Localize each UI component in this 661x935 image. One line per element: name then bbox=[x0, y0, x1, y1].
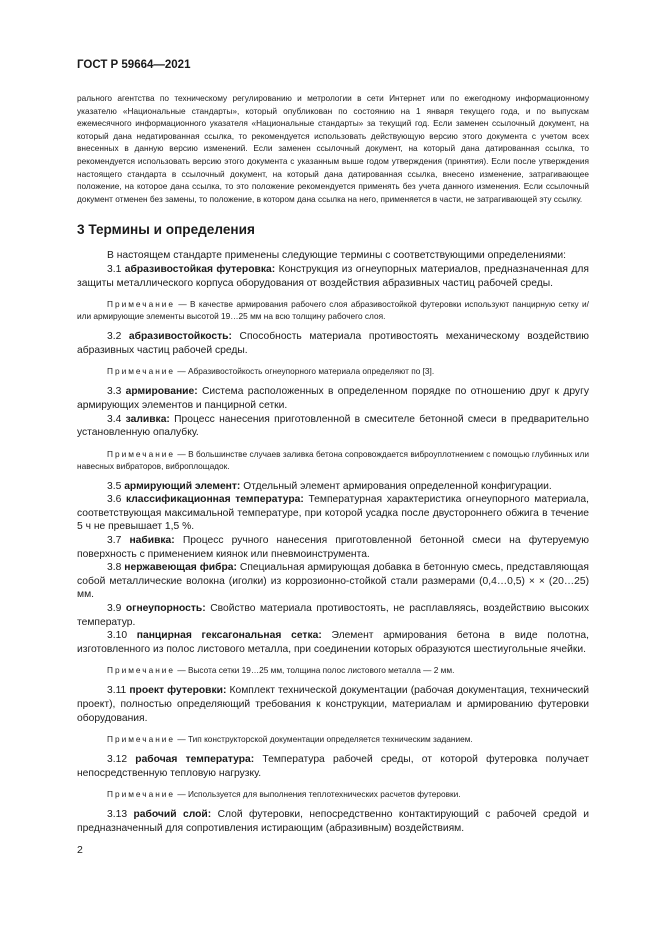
term-name: огнеупорность: bbox=[125, 603, 206, 615]
term-number: 3.11 bbox=[107, 685, 130, 697]
document-header: ГОСТ Р 59664—2021 bbox=[77, 59, 191, 71]
term-name: рабочий слой: bbox=[133, 809, 212, 821]
term-number: 3.13 bbox=[107, 809, 134, 821]
term-text: Слой футеровки, непосредственно контактирующий с рабочей средой и предназначенный для сопротивления истирающим (абразивным) воздействиям. bbox=[77, 809, 590, 834]
term-definition bbox=[77, 684, 589, 725]
term-definition bbox=[77, 330, 589, 357]
term-definition bbox=[77, 602, 589, 629]
term-name: набивка: bbox=[129, 535, 175, 547]
term-name: нержавеющая фибра: bbox=[124, 562, 237, 574]
term-number: 3.12 bbox=[107, 754, 136, 766]
term-definition bbox=[77, 534, 589, 561]
term-number: 3.3 bbox=[107, 386, 126, 398]
term-number: 3.5 bbox=[107, 480, 125, 492]
note-text: — В большинстве случаев заливка бетона сопровождается виброуплотнением с помощью глубинных или навесных вибраторов, виброплощадок. bbox=[77, 448, 589, 471]
term-name: рабочая температура: bbox=[135, 754, 255, 766]
term-note bbox=[77, 788, 589, 800]
term-text: Отдельный элемент армирования определенной конфигурации. bbox=[240, 480, 552, 492]
term-number: 3.9 bbox=[107, 603, 126, 615]
term-note bbox=[77, 298, 589, 322]
term-note bbox=[77, 448, 589, 472]
note-label: Примечание bbox=[107, 734, 176, 745]
term-definition bbox=[77, 263, 589, 290]
term-definition bbox=[77, 493, 589, 534]
term-text: Свойство материала противостоять, не расплавляясь, воздействию высоких температур. bbox=[77, 603, 589, 628]
term-text: Температура рабочей среды, от которой футеровка получает непосредственную тепловую нагрузку. bbox=[77, 754, 589, 779]
term-number: 3.10 bbox=[107, 630, 137, 642]
term-definition bbox=[77, 753, 589, 780]
note-label: Примечание bbox=[107, 448, 176, 459]
terms-list bbox=[77, 263, 589, 836]
term-number: 3.6 bbox=[107, 494, 126, 506]
intro-paragraph: рального агентства по техническому регулированию и метрологии в сети Интернет или по ежегодному информационному указателю «Национальные стандарты», который опубликован по состоянию на 1 января текущего года, и по выпускам ежемесячного информационного указателя «Национальные стандарты» за текущий год. Если заменен ссылочный документ, на который дана недатированная ссылка, то рекомендуется использовать действующую версию этого документа с учетом всех внесенных в данную версию изменений. Если заменен ссылочный документ, на который дана датированная ссылка, то рекомендуется использовать версию этого документа с указанным выше годом утверждения (принятия). Если после утверждения настоящего стандарта в ссылочный документ, на который дана датированная ссылка, внесено изменение, затрагивающее положение, на которое дана ссылка, то это положение рекомендуется применять без учета данного изменения. Если ссылочный документ отменен без замены, то положение, в котором дана ссылка на него, применяется в части, не затрагивающей эту ссылку. bbox=[77, 93, 589, 204]
term-number: 3.4 bbox=[107, 413, 126, 425]
term-text: Процесс ручного нанесения приготовленной бетонной смеси на футеруемую поверхность с применением киянок или пневмоинструмента. bbox=[77, 535, 589, 560]
term-number: 3.8 bbox=[107, 562, 125, 574]
note-label: Примечание bbox=[107, 366, 176, 377]
term-number: 3.7 bbox=[107, 535, 130, 547]
note-text: — В качестве армирования рабочего слоя абразивостойкой футеровки используют панцирную сетку и/или армирующие элементы высотой 19…25 мм на всю толщину рабочего слоя. bbox=[77, 299, 589, 322]
term-text: Специальная армирующая добавка в бетонную смесь, представляющая собой металлические волокна (иголки) из коррозионно-стойкой стали размерами (0,4…0,5) × × (20…25) мм. bbox=[77, 562, 589, 601]
note-text: — Абразивостойкость огнеупорного материала определяют по [3]. bbox=[175, 366, 435, 377]
term-name: заливка: bbox=[125, 413, 170, 425]
note-label: Примечание bbox=[107, 665, 176, 676]
term-name: армирующий элемент: bbox=[124, 480, 241, 492]
term-definition bbox=[77, 413, 589, 440]
section-title: 3 Термины и определения bbox=[77, 222, 255, 238]
term-note bbox=[77, 664, 589, 676]
term-name: армирование: bbox=[125, 386, 198, 398]
term-name: абразивостойкость: bbox=[128, 331, 232, 343]
note-text: — Высота сетки 19…25 мм, толщина полос листового металла — 2 мм. bbox=[175, 665, 455, 676]
term-definition bbox=[77, 629, 589, 656]
term-definition bbox=[77, 561, 589, 602]
note-label: Примечание bbox=[107, 299, 176, 310]
term-number: 3.2 bbox=[107, 331, 129, 343]
term-definition bbox=[77, 385, 589, 412]
term-note bbox=[77, 733, 589, 745]
term-text: Элемент армирования бетона в виде полотна, изготовленного из полос листового металла, при соединении которых образуются шестиугольные ячейки. bbox=[77, 630, 589, 655]
term-text: Способность материала противостоять механическому воздействию абразивных частиц рабочей среды. bbox=[77, 331, 589, 356]
term-number: 3.1 bbox=[107, 263, 125, 275]
page-content bbox=[77, 92, 589, 836]
term-text: Процесс нанесения приготовленной в смесителе бетонной смеси в предварительно установленную опалубку. bbox=[77, 413, 589, 439]
term-name: панцирная гексагональная сетка: bbox=[136, 630, 322, 642]
section-lead: В настоящем стандарте применены следующие термины с соответствующими определениями: bbox=[107, 250, 567, 262]
note-text: — Тип конструкторской документации определяется техническим заданием. bbox=[175, 734, 473, 745]
term-name: проект футеровки: bbox=[129, 685, 227, 697]
page-number: 2 bbox=[77, 844, 83, 856]
term-text: Температурная характеристика огнеупорного материала, соответствующая максимальной температуре, при которой усадка после двустороннего обжига в течение 5 ч не превышает 1,5 %. bbox=[77, 494, 589, 533]
term-text: Комплект технической документации (рабочая документация, технический проект), полностью определяющий требования к конструкции, материалам и армированию футеровки оборудования. bbox=[77, 685, 589, 724]
term-note bbox=[77, 365, 589, 377]
term-text: Конструкция из огнеупорных материалов, предназначенная для защиты металлического корпуса оборудования от воздействия абразивных частиц рабочей среды. bbox=[77, 263, 589, 289]
term-definition bbox=[77, 480, 589, 494]
term-definition bbox=[77, 808, 589, 835]
term-name: классификационная температура: bbox=[125, 494, 304, 506]
note-label: Примечание bbox=[107, 789, 176, 800]
note-text: — Используется для выполнения теплотехнических расчетов футеровки. bbox=[175, 789, 461, 800]
term-name: абразивостойкая футеровка: bbox=[124, 263, 276, 275]
term-text: Система расположенных в определенном порядке по отношению друг к другу армирующих элементов и панцирной сетки. bbox=[77, 386, 589, 411]
